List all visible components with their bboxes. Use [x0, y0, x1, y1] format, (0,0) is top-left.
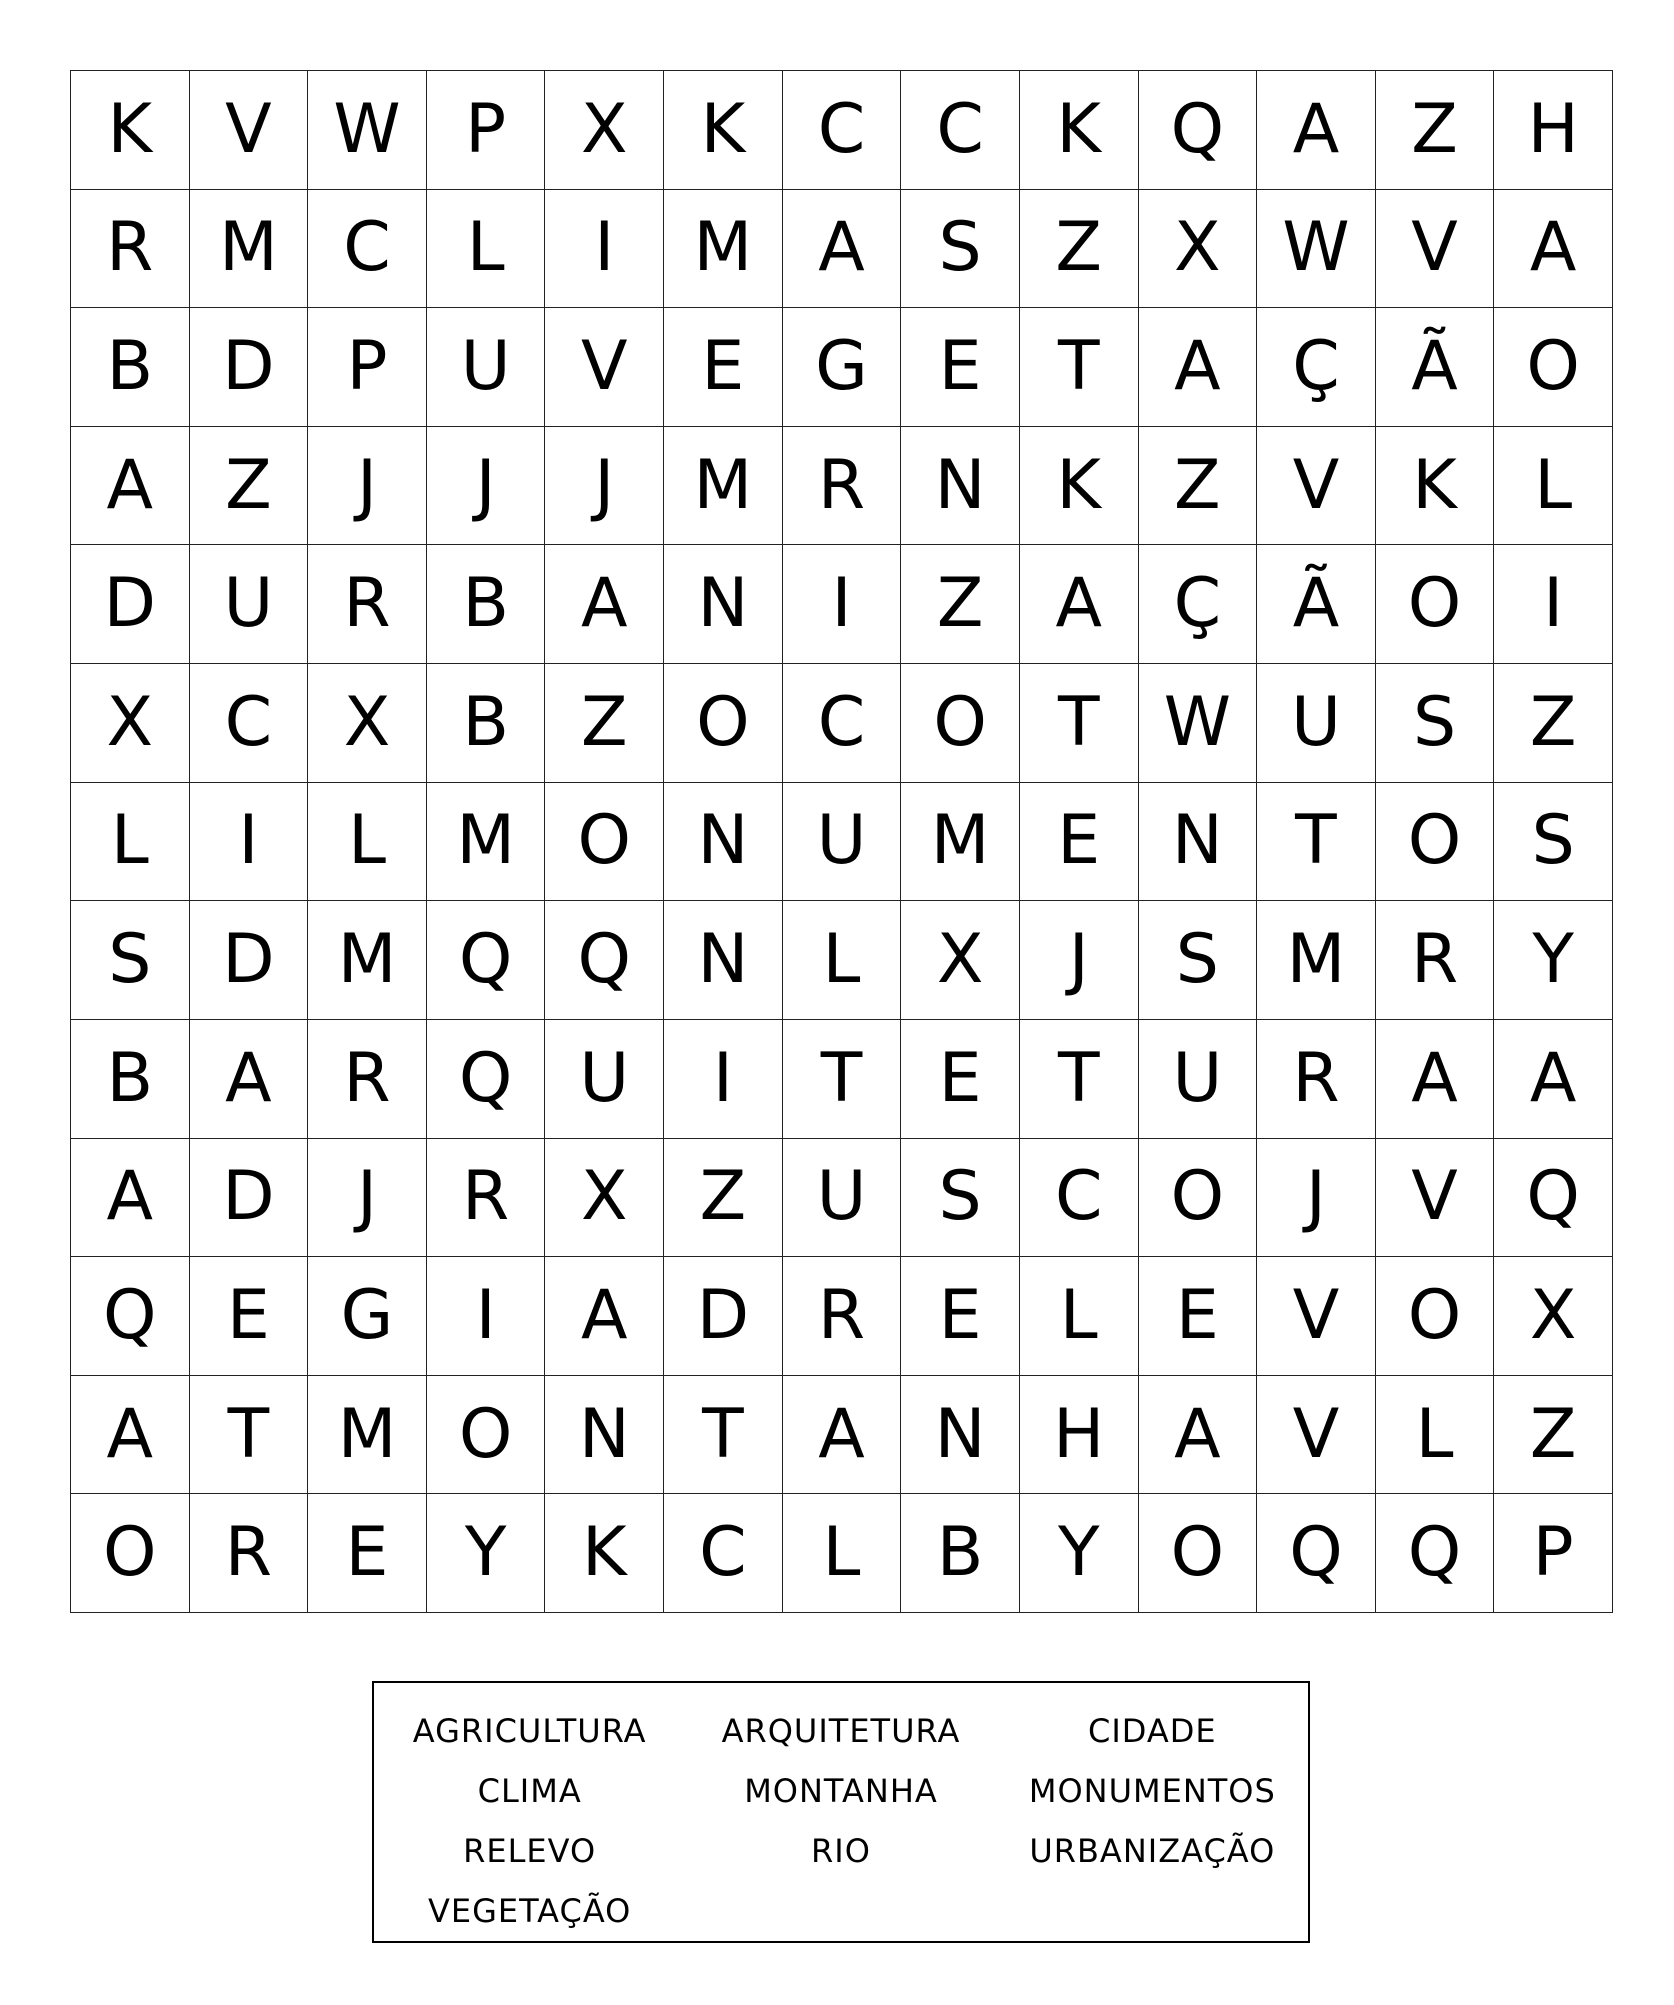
grid-cell[interactable]: S [901, 190, 1020, 309]
grid-cell[interactable]: S [1139, 901, 1258, 1020]
grid-cell[interactable]: E [901, 1020, 1020, 1139]
grid-cell[interactable]: R [783, 1257, 902, 1376]
grid-cell[interactable]: B [427, 545, 546, 664]
grid-cell[interactable]: Z [1139, 427, 1258, 546]
grid-cell[interactable]: Ç [1139, 545, 1258, 664]
grid-cell[interactable]: Y [1020, 1494, 1139, 1613]
grid-cell[interactable]: R [190, 1494, 309, 1613]
grid-cell[interactable]: Q [427, 1020, 546, 1139]
grid-cell[interactable]: T [1020, 308, 1139, 427]
grid-cell[interactable]: B [71, 1020, 190, 1139]
grid-cell[interactable]: Y [1494, 901, 1613, 1020]
grid-cell[interactable]: T [1020, 1020, 1139, 1139]
grid-cell[interactable]: L [783, 901, 902, 1020]
grid-cell[interactable]: Q [1257, 1494, 1376, 1613]
grid-cell[interactable]: H [1494, 71, 1613, 190]
grid-cell[interactable]: U [427, 308, 546, 427]
grid-cell[interactable]: L [783, 1494, 902, 1613]
grid-cell[interactable]: A [545, 545, 664, 664]
grid-cell[interactable]: O [1139, 1494, 1258, 1613]
word-list-item: CLIMA [477, 1772, 582, 1810]
grid-cell[interactable]: X [308, 664, 427, 783]
grid-cell[interactable]: B [71, 308, 190, 427]
grid-cell[interactable]: K [545, 1494, 664, 1613]
grid-cell[interactable]: R [308, 545, 427, 664]
grid-cell[interactable]: C [783, 664, 902, 783]
grid-cell[interactable]: N [664, 545, 783, 664]
grid-cell[interactable]: C [190, 664, 309, 783]
grid-cell[interactable]: X [545, 71, 664, 190]
grid-cell[interactable]: Z [901, 545, 1020, 664]
grid-cell[interactable]: E [901, 1257, 1020, 1376]
grid-cell[interactable]: O [71, 1494, 190, 1613]
grid-cell[interactable]: I [190, 783, 309, 902]
grid-cell[interactable]: V [545, 308, 664, 427]
grid-cell[interactable]: O [664, 664, 783, 783]
word-list-column [380, 1701, 680, 1941]
grid-cell[interactable]: X [71, 664, 190, 783]
grid-cell[interactable]: R [71, 190, 190, 309]
grid-cell[interactable]: N [664, 783, 783, 902]
grid-cell[interactable]: V [1257, 1257, 1376, 1376]
grid-cell[interactable]: Q [71, 1257, 190, 1376]
word-list-item: RELEVO [463, 1832, 597, 1870]
grid-cell[interactable]: E [1139, 1257, 1258, 1376]
grid-cell[interactable]: M [308, 1376, 427, 1495]
grid-cell[interactable]: A [71, 427, 190, 546]
word-list-item: VEGETAÇÃO [427, 1892, 632, 1930]
grid-cell[interactable]: G [308, 1257, 427, 1376]
grid-cell[interactable]: Y [427, 1494, 546, 1613]
grid-cell[interactable]: C [664, 1494, 783, 1613]
grid-cell[interactable]: Z [1494, 664, 1613, 783]
grid-cell[interactable]: O [545, 783, 664, 902]
grid-cell[interactable]: G [783, 308, 902, 427]
grid-cell[interactable]: A [71, 1139, 190, 1258]
grid-cell[interactable]: S [901, 1139, 1020, 1258]
grid-cell[interactable]: T [1020, 664, 1139, 783]
grid-cell[interactable]: O [901, 664, 1020, 783]
grid-cell[interactable]: V [190, 71, 309, 190]
grid-cell[interactable]: Q [545, 901, 664, 1020]
grid-cell[interactable]: V [1257, 427, 1376, 546]
grid-cell[interactable]: E [664, 308, 783, 427]
grid-cell[interactable]: J [308, 1139, 427, 1258]
grid-cell[interactable]: U [190, 545, 309, 664]
grid-cell[interactable]: O [1494, 308, 1613, 427]
grid-cell[interactable]: C [901, 71, 1020, 190]
grid-cell[interactable]: N [1139, 783, 1258, 902]
grid-cell[interactable]: M [1257, 901, 1376, 1020]
grid-cell[interactable]: Q [1494, 1139, 1613, 1258]
grid-cell[interactable]: L [1494, 427, 1613, 546]
word-list-item: MONUMENTOS [1028, 1772, 1276, 1810]
grid-cell[interactable]: C [308, 190, 427, 309]
grid-cell[interactable]: I [427, 1257, 546, 1376]
grid-cell[interactable]: A [1376, 1020, 1495, 1139]
grid-cell[interactable]: T [1257, 783, 1376, 902]
grid-cell[interactable]: X [1139, 190, 1258, 309]
grid-cell[interactable]: W [308, 71, 427, 190]
grid-cell[interactable]: Q [1376, 1494, 1495, 1613]
grid-cell[interactable]: T [190, 1376, 309, 1495]
grid-cell[interactable]: L [308, 783, 427, 902]
grid-cell[interactable]: A [1139, 308, 1258, 427]
grid-cell[interactable]: V [1257, 1376, 1376, 1495]
grid-cell[interactable]: E [190, 1257, 309, 1376]
grid-cell[interactable]: J [427, 427, 546, 546]
grid-cell[interactable]: J [308, 427, 427, 546]
word-list-item: MONTANHA [744, 1772, 938, 1810]
grid-cell[interactable]: D [190, 308, 309, 427]
word-list-column [691, 1701, 991, 1941]
grid-cell[interactable]: M [427, 783, 546, 902]
grid-cell[interactable]: K [664, 71, 783, 190]
word-list-item: ARQUITETURA [721, 1712, 961, 1750]
grid-cell[interactable]: I [545, 190, 664, 309]
word-list-item: RIO [811, 1832, 871, 1870]
grid-cell[interactable]: S [1494, 783, 1613, 902]
grid-cell[interactable]: T [783, 1020, 902, 1139]
grid-cell[interactable]: A [783, 190, 902, 309]
grid-cell[interactable]: Z [545, 664, 664, 783]
grid-cell[interactable]: U [1139, 1020, 1258, 1139]
grid-cell[interactable]: R [783, 427, 902, 546]
grid-cell[interactable]: Z [1494, 1376, 1613, 1495]
grid-cell[interactable]: O [1376, 545, 1495, 664]
grid-cell[interactable]: U [1257, 664, 1376, 783]
word-list-item: URBANIZAÇÃO [1029, 1832, 1276, 1870]
grid-cell[interactable]: K [1020, 427, 1139, 546]
grid-cell[interactable]: N [901, 427, 1020, 546]
grid-cell[interactable]: Z [664, 1139, 783, 1258]
grid-cell[interactable]: M [901, 783, 1020, 902]
grid-cell[interactable]: C [1020, 1139, 1139, 1258]
grid-cell[interactable]: K [71, 71, 190, 190]
grid-cell[interactable]: A [783, 1376, 902, 1495]
grid-cell[interactable]: M [190, 190, 309, 309]
grid-cell[interactable]: E [308, 1494, 427, 1613]
grid-cell[interactable]: M [308, 901, 427, 1020]
grid-cell[interactable]: B [427, 664, 546, 783]
grid-cell[interactable]: Q [427, 901, 546, 1020]
grid-cell[interactable]: V [1376, 190, 1495, 309]
grid-cell[interactable]: A [1494, 1020, 1613, 1139]
grid-cell[interactable]: S [1376, 664, 1495, 783]
grid-cell[interactable]: L [1020, 1257, 1139, 1376]
grid-cell[interactable]: O [1376, 1257, 1495, 1376]
grid-cell[interactable]: A [1494, 190, 1613, 309]
grid-cell[interactable]: X [545, 1139, 664, 1258]
word-list-item: AGRICULTURA [412, 1712, 647, 1750]
grid-cell[interactable]: V [1376, 1139, 1495, 1258]
grid-cell[interactable]: P [427, 71, 546, 190]
grid-cell[interactable]: J [545, 427, 664, 546]
grid-cell[interactable]: K [1020, 71, 1139, 190]
grid-cell[interactable]: O [1376, 783, 1495, 902]
grid-cell[interactable]: I [1494, 545, 1613, 664]
grid-cell[interactable]: B [901, 1494, 1020, 1613]
grid-cell[interactable]: J [1257, 1139, 1376, 1258]
grid-cell[interactable]: N [545, 1376, 664, 1495]
grid-cell[interactable]: X [1494, 1257, 1613, 1376]
grid-cell[interactable]: J [1020, 901, 1139, 1020]
grid-cell[interactable]: Z [1020, 190, 1139, 309]
grid-cell[interactable]: Z [190, 427, 309, 546]
grid-cell[interactable]: U [783, 1139, 902, 1258]
grid-cell[interactable]: A [545, 1257, 664, 1376]
grid-cell[interactable]: E [901, 308, 1020, 427]
grid-cell[interactable]: I [664, 1020, 783, 1139]
grid-cell[interactable]: U [545, 1020, 664, 1139]
grid-cell[interactable]: I [783, 545, 902, 664]
grid-cell[interactable]: Q [1139, 71, 1258, 190]
grid-cell[interactable]: W [1139, 664, 1258, 783]
grid-cell[interactable]: N [901, 1376, 1020, 1495]
grid-cell[interactable]: Ç [1257, 308, 1376, 427]
grid-cell[interactable]: R [1376, 901, 1495, 1020]
grid-cell[interactable]: L [1376, 1376, 1495, 1495]
grid-cell[interactable]: D [190, 1139, 309, 1258]
grid-cell[interactable]: R [427, 1139, 546, 1258]
grid-cell[interactable]: P [1494, 1494, 1613, 1613]
word-list-column [1002, 1701, 1302, 1941]
grid-cell[interactable]: L [71, 783, 190, 902]
word-list-item: CIDADE [1088, 1712, 1217, 1750]
grid-cell[interactable]: D [71, 545, 190, 664]
letter-grid [70, 70, 1613, 1613]
grid-cell[interactable]: A [1020, 545, 1139, 664]
grid-cell[interactable]: R [308, 1020, 427, 1139]
word-list [374, 1701, 1308, 1941]
grid-cell[interactable]: L [427, 190, 546, 309]
grid-cell[interactable]: A [190, 1020, 309, 1139]
grid-cell[interactable]: W [1257, 190, 1376, 309]
grid-cell[interactable]: C [783, 71, 902, 190]
grid-cell[interactable]: U [783, 783, 902, 902]
grid-cell[interactable]: D [664, 1257, 783, 1376]
grid-cell[interactable]: Z [1376, 71, 1495, 190]
grid-cell[interactable]: T [664, 1376, 783, 1495]
grid-cell[interactable]: S [71, 901, 190, 1020]
grid-cell[interactable]: R [1257, 1020, 1376, 1139]
grid-cell[interactable]: O [427, 1376, 546, 1495]
grid-cell[interactable]: H [1020, 1376, 1139, 1495]
grid-cell[interactable]: M [664, 427, 783, 546]
grid-cell[interactable]: X [901, 901, 1020, 1020]
grid-cell[interactable]: N [664, 901, 783, 1020]
grid-cell[interactable]: A [71, 1376, 190, 1495]
grid-cell[interactable]: M [664, 190, 783, 309]
grid-cell[interactable]: P [308, 308, 427, 427]
grid-cell[interactable]: Ã [1257, 545, 1376, 664]
grid-cell[interactable]: A [1139, 1376, 1258, 1495]
grid-cell[interactable]: Ã [1376, 308, 1495, 427]
grid-cell[interactable]: A [1257, 71, 1376, 190]
grid-cell[interactable]: K [1376, 427, 1495, 546]
grid-cell[interactable]: E [1020, 783, 1139, 902]
grid-cell[interactable]: D [190, 901, 309, 1020]
word-list-box [372, 1681, 1310, 1943]
grid-cell[interactable]: O [1139, 1139, 1258, 1258]
